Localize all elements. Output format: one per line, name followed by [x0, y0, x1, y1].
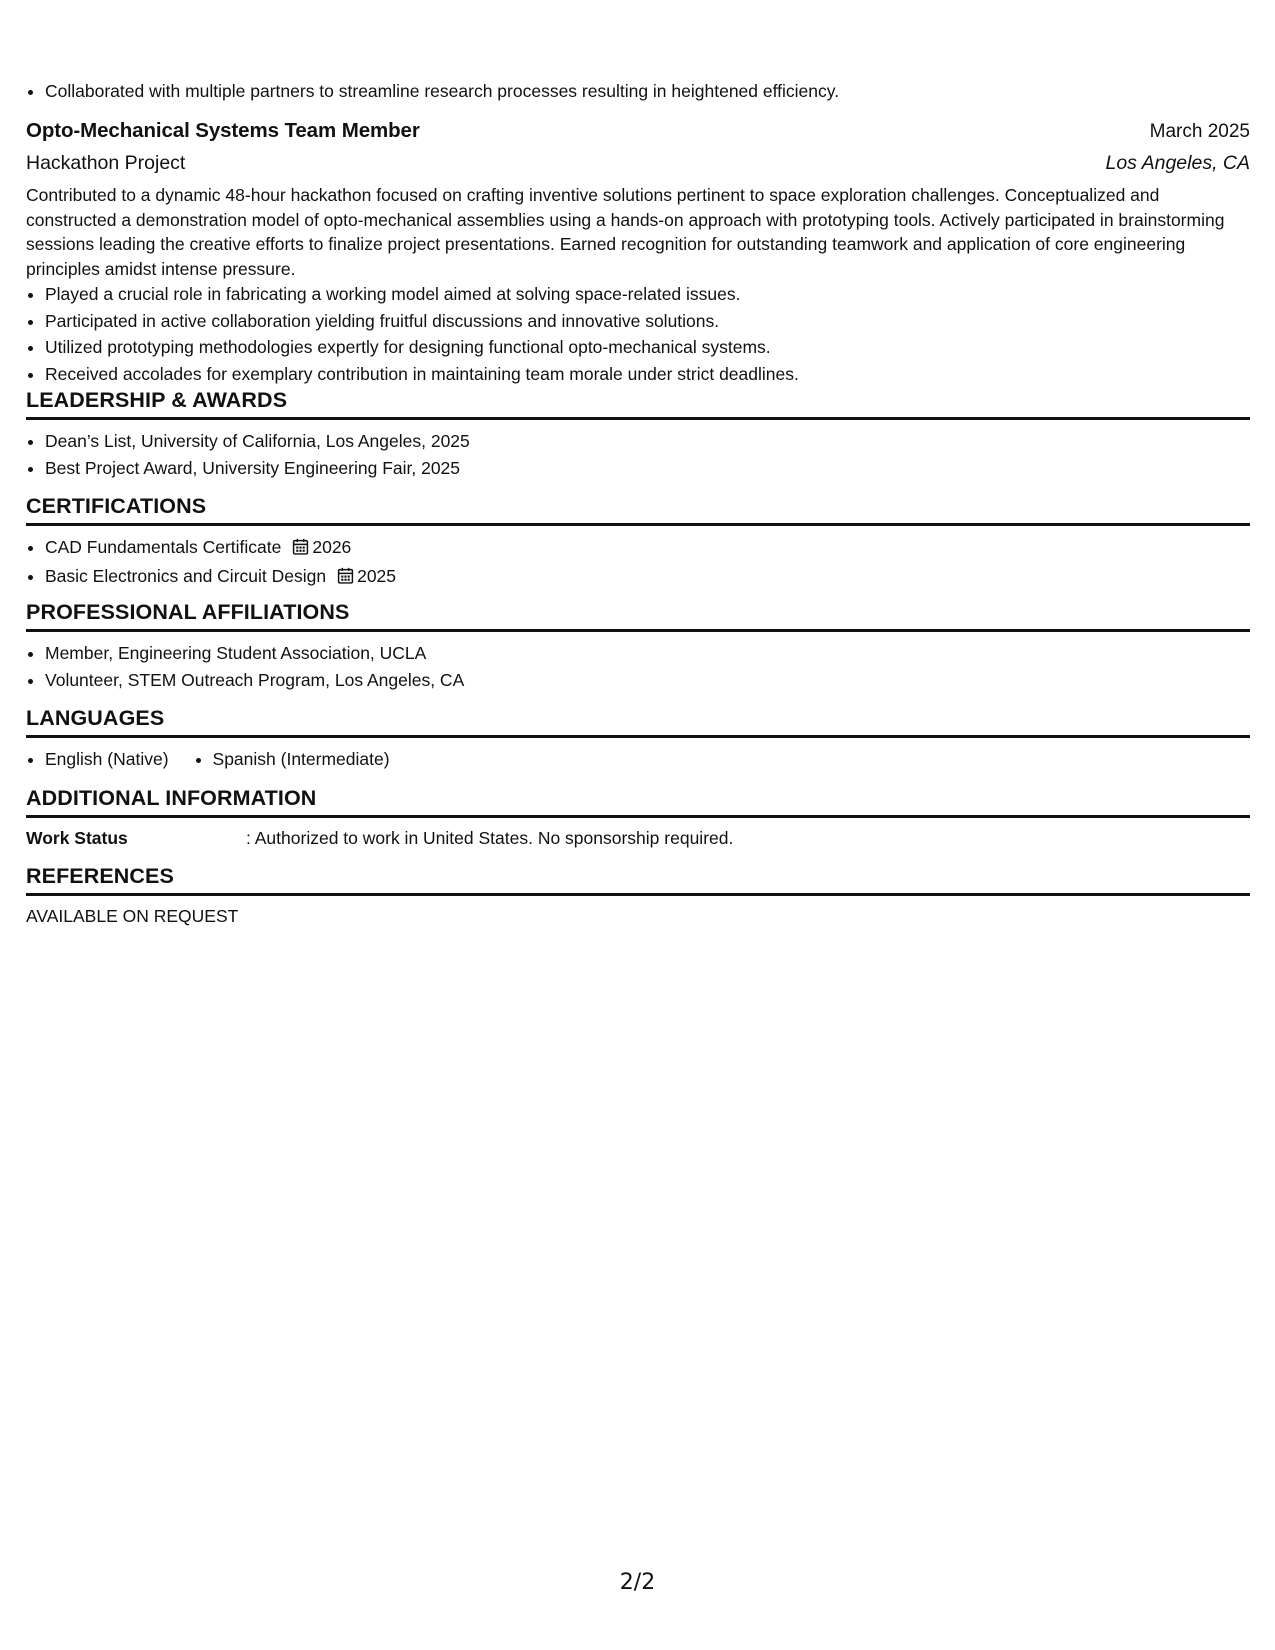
section-title: PROFESSIONAL AFFILIATIONS: [26, 598, 1250, 632]
section-title: LANGUAGES: [26, 704, 1250, 738]
work-status-value: : Authorized to work in United States. No sponsorship required.: [246, 828, 734, 848]
calendar-icon: [337, 565, 354, 592]
certification-name: Basic Electronics and Circuit Design: [45, 565, 327, 586]
certification-year: 2025: [357, 565, 397, 586]
list-item: • Utilized prototyping methodologies expertly for designing functional opto-mechanical systems.: [45, 334, 1250, 361]
certification-item: [45, 534, 1250, 563]
list-item: • Played a crucial role in fabricating a working model aimed at solving space-related issues.: [45, 281, 1250, 308]
job-bullets: [26, 281, 1250, 387]
experience-entry: [26, 116, 1250, 387]
additional-info-section: [26, 784, 1250, 850]
page-number: 2/2: [619, 1570, 656, 1595]
work-status-row: [26, 826, 1250, 850]
certification-year: 2026: [312, 537, 352, 557]
calendar-icon: [292, 536, 309, 563]
affiliations-section: [26, 598, 1250, 693]
job-date: March 2025: [1149, 121, 1250, 142]
language-item: • Spanish (Intermediate): [213, 746, 390, 772]
leadership-section: [26, 386, 1250, 481]
section-title: REFERENCES: [26, 862, 1250, 896]
job-organization: Hackathon Project: [26, 152, 186, 174]
language-item: • English (Native): [45, 746, 169, 772]
references-section: [26, 862, 1250, 928]
list-item: • Received accolades for exemplary contribution in maintaining team morale under strict deadlines.: [45, 361, 1250, 388]
list-item: • Participated in active collaboration yielding fruitful discussions and innovative solutions.: [45, 308, 1250, 335]
list-item: • Collaborated with multiple partners to streamline research processes resulting in heightened efficiency.: [45, 78, 1250, 105]
languages-section: [26, 704, 1250, 772]
job-description: Contributed to a dynamic 48-hour hackathon focused on crafting inventive solutions pertinent to space exploration challenges. Conceptualized and constructed a demonstration model of opto-mechanical assemblies using a hands-on approach with prototyping tools. Actively participated in brainstorming sessions leading the creative efforts to finalize project presentations. Earned recognition for outstanding teamwork and application of core engineering principles amidst intense pressure.: [26, 185, 1225, 279]
certification-name: CAD Fundamentals Certificate: [45, 537, 282, 557]
list-item: • Member, Engineering Student Association, UCLA: [45, 640, 1250, 667]
references-text: AVAILABLE ON REQUEST: [26, 906, 239, 926]
work-status-label: Work Status: [26, 828, 128, 848]
section-title: ADDITIONAL INFORMATION: [26, 784, 1250, 818]
list-item: • Volunteer, STEM Outreach Program, Los Angeles, CA: [45, 667, 1250, 694]
list-item: • Best Project Award, University Engineering Fair, 2025: [45, 455, 1250, 482]
certifications-section: [26, 492, 1250, 591]
previous-section-bullets: [26, 78, 1250, 105]
section-title: LEADERSHIP & AWARDS: [26, 386, 1250, 420]
list-item: • Dean’s List, University of California, Los Angeles, 2025: [45, 428, 1250, 455]
certification-item: [45, 563, 1250, 592]
job-location: Los Angeles, CA: [1105, 152, 1250, 174]
section-title: CERTIFICATIONS: [26, 492, 1250, 526]
job-title: Opto-Mechanical Systems Team Member: [26, 119, 420, 142]
